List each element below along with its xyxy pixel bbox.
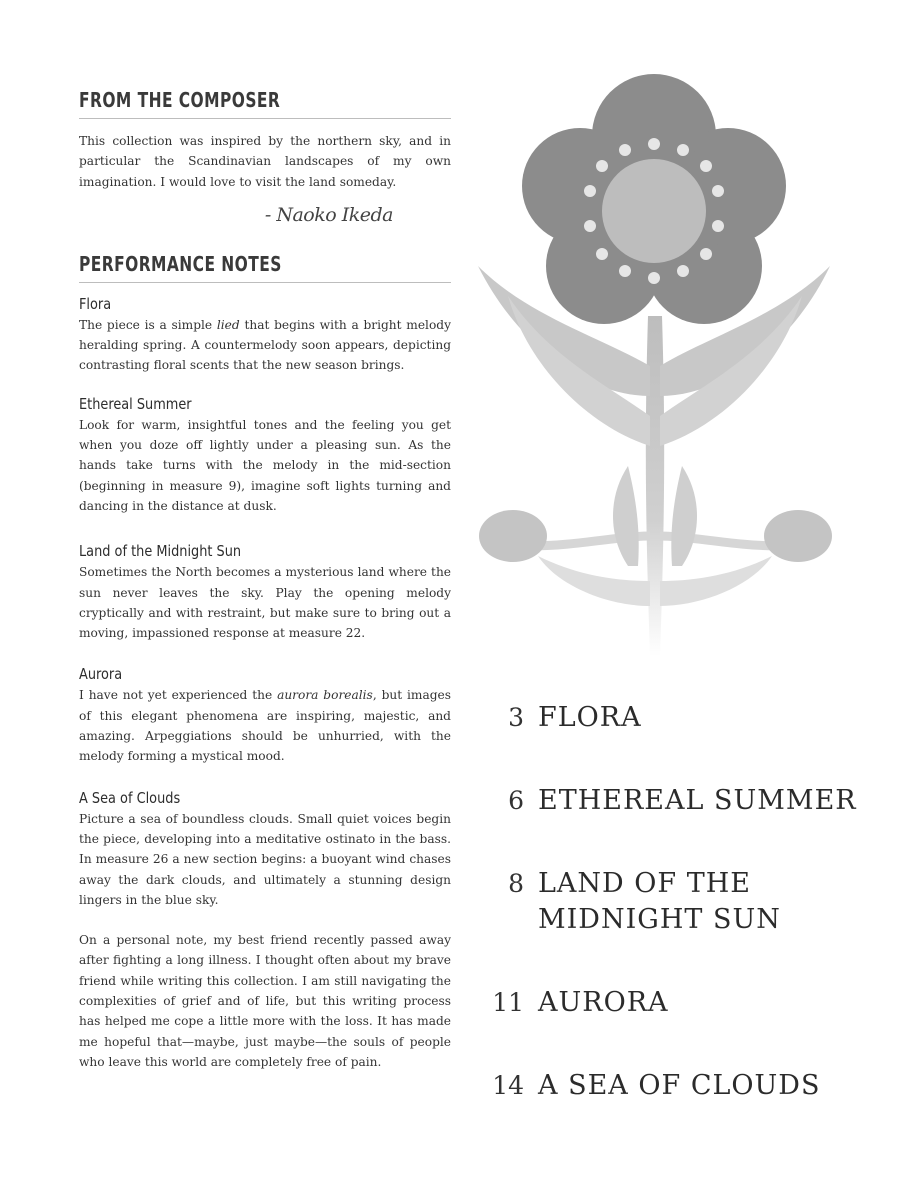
note-title: Land of the Midnight Sun <box>79 542 242 561</box>
personal-note: On a personal note, my best friend recently passed away after fighting a long illness. I thought often about my brave friend while writing this collection. I am still navigating the complexities of grief and of life, but this writing process has helped me cope a little more with the loss. It has made me hopeful that—maybe, just maybe—the souls of people who leave this world are completely free of pain. <box>79 933 451 1069</box>
toc-item-ethereal-summer[interactable] <box>478 783 898 819</box>
toc-title: LAND OF THE MIDNIGHT SUN <box>538 868 781 935</box>
flower-illustration-icon <box>468 66 840 666</box>
toc-page-number: 11 <box>492 988 524 1017</box>
composer-heading-rule <box>79 88 451 119</box>
performance-heading-rule <box>79 252 451 283</box>
note-flora <box>79 295 451 376</box>
note-title: A Sea of Clouds <box>79 788 181 807</box>
toc-title: AURORA <box>538 987 669 1018</box>
flower-center <box>602 159 706 263</box>
toc-page-number: 8 <box>508 869 524 898</box>
toc-title: ETHEREAL SUMMER <box>538 785 857 816</box>
note-text: Picture a sea of boundless clouds. Small quiet voices begin the piece, developing into a meditative ostinato in the bass. In measure 26 a new section begins: a buoyant wind chases away the dark clouds, and ultimately a stunning design lingers in the blue sky. <box>79 811 451 907</box>
note-text-emphasis: aurora borealis <box>277 688 373 703</box>
toc-item-aurora[interactable] <box>478 985 898 1021</box>
toc-title: A SEA OF CLOUDS <box>538 1070 821 1101</box>
note-text-part: The piece is a simple <box>79 317 217 332</box>
note-text: Look for warm, insightful tones and the feeling you get when you doze off lightly under a pleasing sun. As the hands take turns with the melody in the mid-section (beginning in measure 9), imagine soft lights turning and dancing in the distance at dusk. <box>79 417 451 513</box>
note-title: Ethereal Summer <box>79 394 192 413</box>
note-a-sea-of-clouds <box>79 789 451 910</box>
composer-heading: FROM THE COMPOSER <box>79 88 281 112</box>
performance-heading: PERFORMANCE NOTES <box>79 251 282 276</box>
note-aurora <box>79 665 451 766</box>
toc-item-a-sea-of-clouds[interactable] <box>478 1068 898 1104</box>
toc-item-flora[interactable] <box>478 700 898 736</box>
leaf-shape <box>613 466 639 566</box>
toc-page-number: 14 <box>492 1071 524 1100</box>
note-text-part: that begins with a bright melody heralding spring. A countermelody soon appears, depicting contrasting floral scents that the new season brings. <box>79 317 451 373</box>
bud-shape <box>764 510 832 562</box>
left-column <box>79 88 451 1072</box>
note-land-of-the-midnight-sun <box>79 542 451 643</box>
toc-page-number: 3 <box>508 703 524 732</box>
note-text-part: , but images of this elegant phenomena are inspiring, majestic, and amazing. Arpeggiations should be unhurried, with the melody forming a mystical mood. <box>79 688 451 764</box>
composer-text: This collection was inspired by the northern sky, and in particular the Scandinavian landscapes of my own imagination. I would love to visit the land someday. <box>79 134 451 189</box>
note-title: Aurora <box>79 665 123 684</box>
composer-signature: - Naoko Ikeda <box>264 203 393 226</box>
note-title: Flora <box>79 294 112 313</box>
toc-page-number: 6 <box>508 786 524 815</box>
note-text: Sometimes the North becomes a mysterious land where the sun never leaves the sky. Play the opening melody cryptically and with restraint, but make sure to bring out a moving, impassioned response at measure 22. <box>79 565 451 641</box>
note-ethereal-summer <box>79 395 451 516</box>
bud-shape <box>479 510 547 562</box>
toc-title: FLORA <box>538 702 642 733</box>
note-text <box>79 685 451 766</box>
note-text <box>79 315 451 376</box>
toc-item-land-of-the-midnight-sun[interactable] <box>478 866 898 938</box>
note-text-part: I have not yet experienced the <box>79 688 278 703</box>
leaf-shape <box>671 466 697 566</box>
table-of-contents <box>478 700 898 1151</box>
note-text-emphasis: lied <box>216 317 240 332</box>
